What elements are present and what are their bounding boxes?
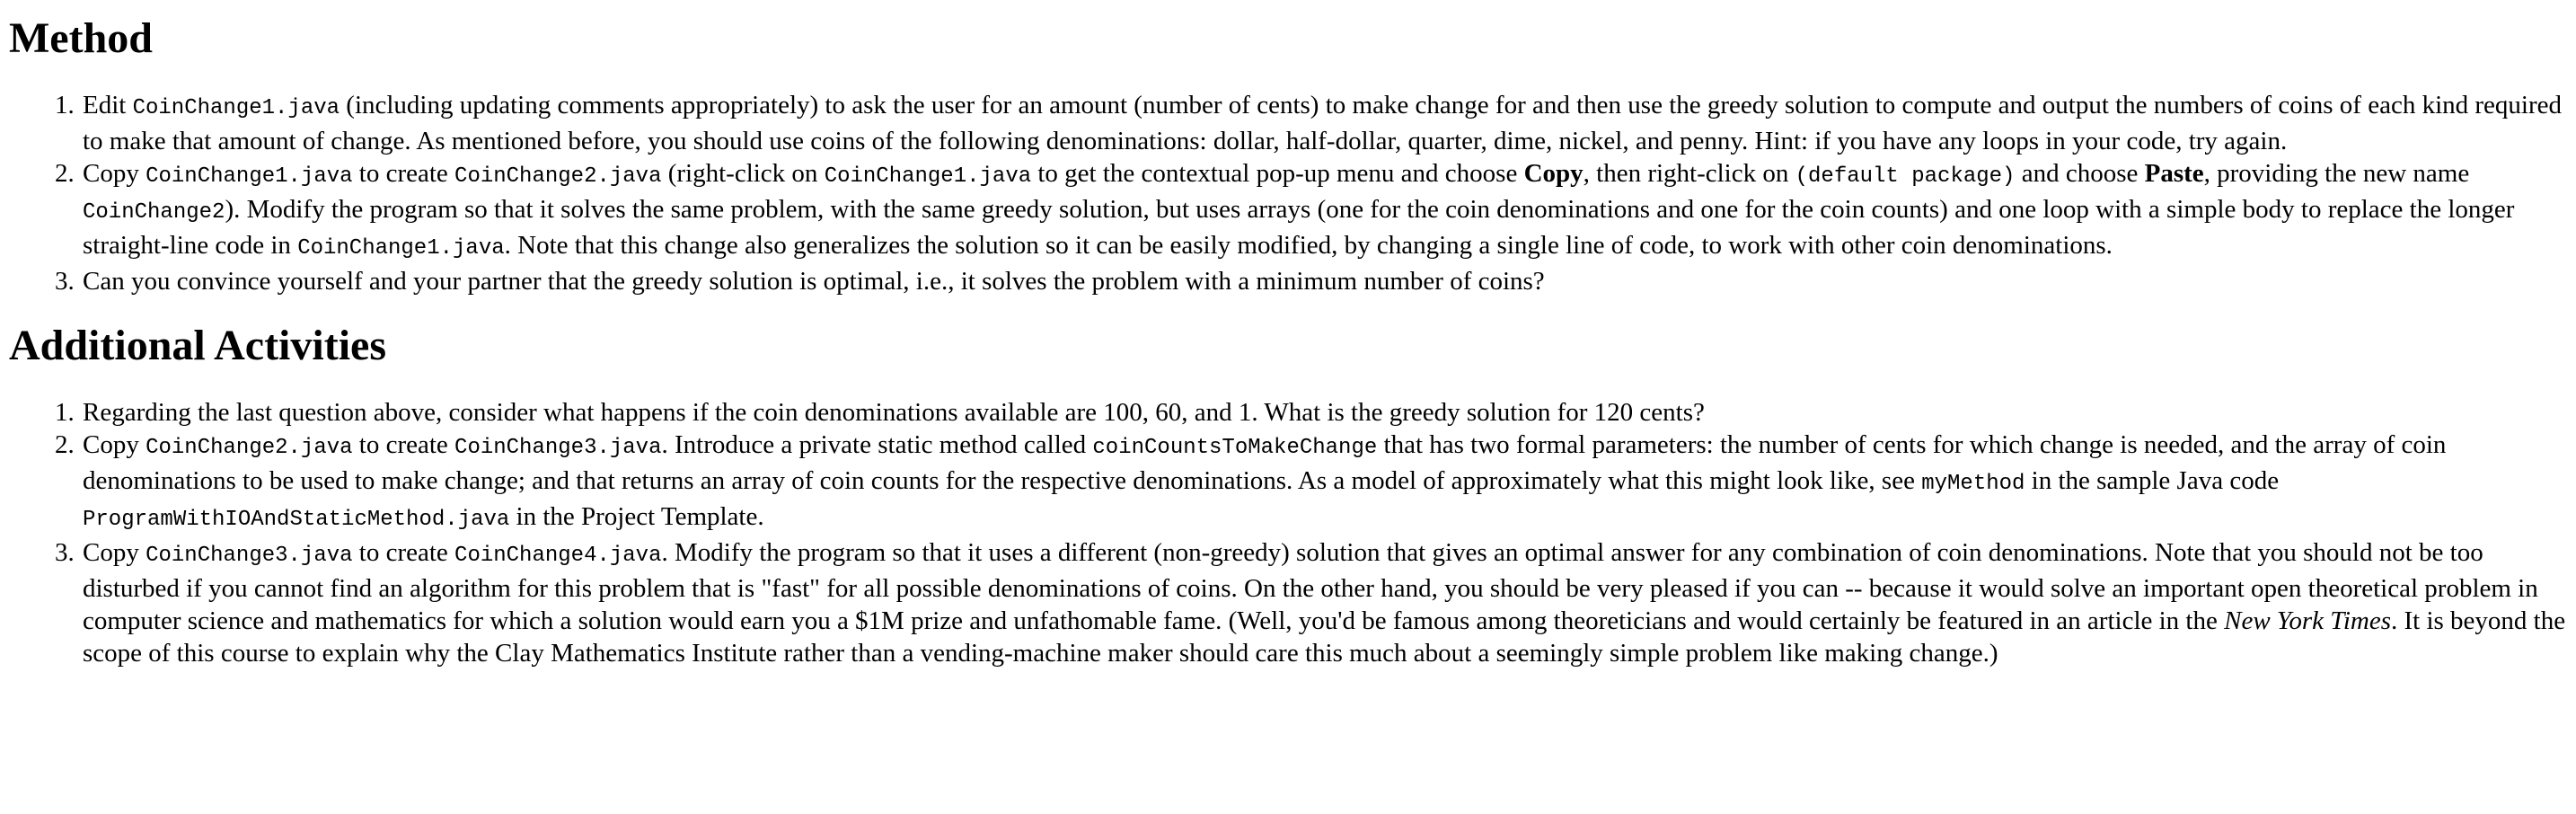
code-identifier: CoinChange4.java bbox=[454, 544, 662, 568]
text-run: that has two formal parameters: the number of cents for which change is needed, and the array of coin denominations to be used to make change; and that returns an array of coin counts for the respective denominations. As a model of approximately what this might look like, see bbox=[83, 430, 2447, 495]
code-identifier: CoinChange2.java bbox=[454, 164, 662, 189]
code-identifier: CoinChange3.java bbox=[146, 544, 353, 568]
text-run: in the sample Java code bbox=[2025, 466, 2280, 495]
method-list bbox=[9, 89, 2567, 297]
code-identifier: CoinChange1.java bbox=[146, 164, 353, 189]
text-run: . Modify the program so that it uses a different (non-greedy) solution that gives an optimal answer for any combination of coin denominations. Note that you should not be too disturbed if you cannot find an algorithm for this problem that is "fast" for all possible denominations of coins. On the other hand, you should be very pleased if you can -- because it would solve an important open theoretical problem in computer science and mathematics for which a solution would earn you a $1M prize and unfathomable fame. (Well, you'd be famous among theoreticians and would certainly be featured in an article in the bbox=[83, 538, 2538, 635]
bold-text: Copy bbox=[1523, 159, 1584, 188]
code-identifier: coinCountsToMakeChange bbox=[1092, 436, 1378, 460]
text-run: , providing the new name bbox=[2203, 159, 2470, 188]
code-identifier: CoinChange1.java bbox=[824, 164, 1032, 189]
additional-activities-list bbox=[9, 396, 2567, 669]
text-run: to create bbox=[352, 159, 455, 188]
text-run: Copy bbox=[83, 430, 146, 459]
list-item bbox=[81, 265, 2567, 297]
text-run: Edit bbox=[83, 91, 133, 119]
code-identifier: CoinChange1.java bbox=[297, 236, 505, 261]
text-run: (including updating comments appropriately) to ask the user for an amount (number of cents) to make change for and then use the greedy solution to compute and output the numbers of coins of each kind required to make that amount of change. As mentioned before, you should use coins of the following denominations: dollar, half-dollar, quarter, dime, nickel, and penny. Hint: if you have any loops in your code, try again. bbox=[83, 91, 2562, 155]
text-run: . Note that this change also generalizes the solution so it can be easily modified, by changing a single line of code, to work with other coin denominations. bbox=[504, 231, 2113, 260]
code-identifier: CoinChange2.java bbox=[146, 436, 353, 460]
text-run: and choose bbox=[2015, 159, 2145, 188]
list-item bbox=[81, 89, 2567, 157]
text-run: Copy bbox=[83, 159, 146, 188]
italic-text: New York Times bbox=[2224, 606, 2391, 635]
text-run: . It is beyond the scope of this course to explain why the Clay Mathematics Institute rather than a vending-machine maker should care this much about a seemingly simple problem like making change.) bbox=[83, 606, 2566, 668]
text-run: to create bbox=[352, 538, 455, 567]
list-item bbox=[81, 536, 2567, 669]
method-heading: Method bbox=[9, 14, 153, 62]
text-run: Can you convince yourself and your partner that the greedy solution is optimal, i.e., it solves the problem with a minimum number of coins? bbox=[83, 267, 1545, 296]
additional-activities-heading: Additional Activities bbox=[9, 322, 387, 369]
text-run: (right-click on bbox=[661, 159, 825, 188]
text-run: Regarding the last question above, consider what happens if the coin denominations available are 100, 60, and 1. What is the greedy solution for 120 cents? bbox=[83, 398, 1705, 427]
text-run: Copy bbox=[83, 538, 146, 567]
text-run: in the Project Template. bbox=[509, 502, 764, 531]
code-identifier: CoinChange3.java bbox=[454, 436, 662, 460]
text-run: . Introduce a private static method called bbox=[661, 430, 1093, 459]
document-page bbox=[0, 13, 2576, 669]
text-run: to create bbox=[352, 430, 455, 459]
list-item bbox=[81, 396, 2567, 429]
code-identifier: ProgramWithIOAndStaticMethod.java bbox=[83, 508, 510, 532]
code-identifier: (default package) bbox=[1795, 164, 2016, 189]
code-identifier: CoinChange1.java bbox=[132, 96, 340, 120]
list-item bbox=[81, 429, 2567, 536]
text-run: to get the contextual pop-up menu and choose bbox=[1031, 159, 1524, 188]
code-identifier: myMethod bbox=[1921, 472, 2025, 496]
list-item bbox=[81, 157, 2567, 265]
bold-text: Paste bbox=[2144, 159, 2204, 188]
text-run: , then right-click on bbox=[1583, 159, 1795, 188]
text-run: ). Modify the program so that it solves the same problem, with the same greedy solution, but uses arrays (one for the coin denominations and one for the coin counts) and one loop with a simple body to replace the longer straight-line code in bbox=[83, 195, 2515, 260]
code-identifier: CoinChange2 bbox=[83, 200, 225, 225]
